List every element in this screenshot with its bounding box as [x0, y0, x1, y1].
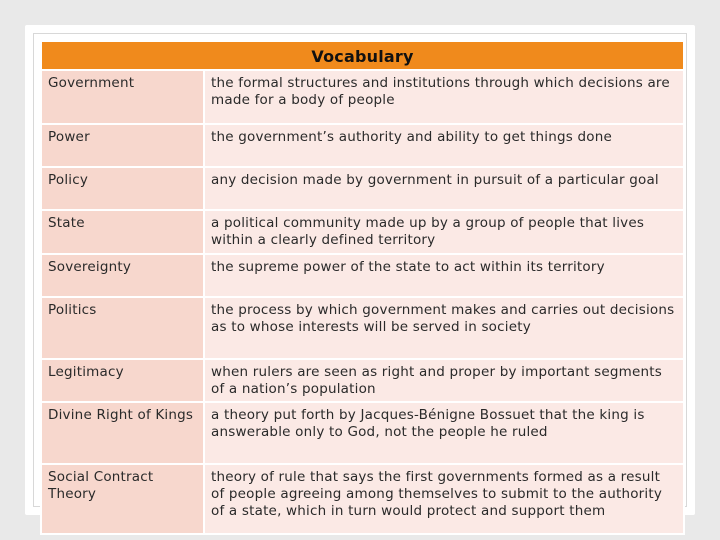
table-row	[41, 359, 684, 402]
term-cell: Legitimacy	[41, 359, 204, 402]
table-row	[41, 464, 684, 534]
term-cell: Power	[41, 124, 204, 167]
table-row	[41, 167, 684, 210]
table-row	[41, 402, 684, 464]
table-row	[41, 70, 684, 124]
term-cell: Government	[41, 70, 204, 124]
definition-cell: the formal structures and institutions through which decisions are made for a body of people	[204, 70, 684, 124]
definition-cell: a theory put forth by Jacques-Bénigne Bossuet that the king is answerable only to God, not the people he ruled	[204, 402, 684, 464]
table-row	[41, 254, 684, 297]
term-cell: Politics	[41, 297, 204, 359]
term-cell: State	[41, 210, 204, 254]
table-row	[41, 297, 684, 359]
table-row	[41, 124, 684, 167]
table-row	[41, 210, 684, 254]
table-title: Vocabulary	[41, 41, 684, 70]
vocabulary-table	[40, 40, 685, 535]
definition-cell: the government’s authority and ability to get things done	[204, 124, 684, 167]
term-cell: Social Contract Theory	[41, 464, 204, 534]
definition-cell: any decision made by government in pursuit of a particular goal	[204, 167, 684, 210]
definition-cell: the supreme power of the state to act within its territory	[204, 254, 684, 297]
definition-cell: theory of rule that says the first governments formed as a result of people agreeing among themselves to submit to the authority of a state, which in turn would protect and support them	[204, 464, 684, 534]
term-cell: Divine Right of Kings	[41, 402, 204, 464]
term-cell: Sovereignty	[41, 254, 204, 297]
definition-cell: the process by which government makes and carries out decisions as to whose interests will be served in society	[204, 297, 684, 359]
definition-cell: a political community made up by a group of people that lives within a clearly defined territory	[204, 210, 684, 254]
definition-cell: when rulers are seen as right and proper by important segments of a nation’s population	[204, 359, 684, 402]
term-cell: Policy	[41, 167, 204, 210]
